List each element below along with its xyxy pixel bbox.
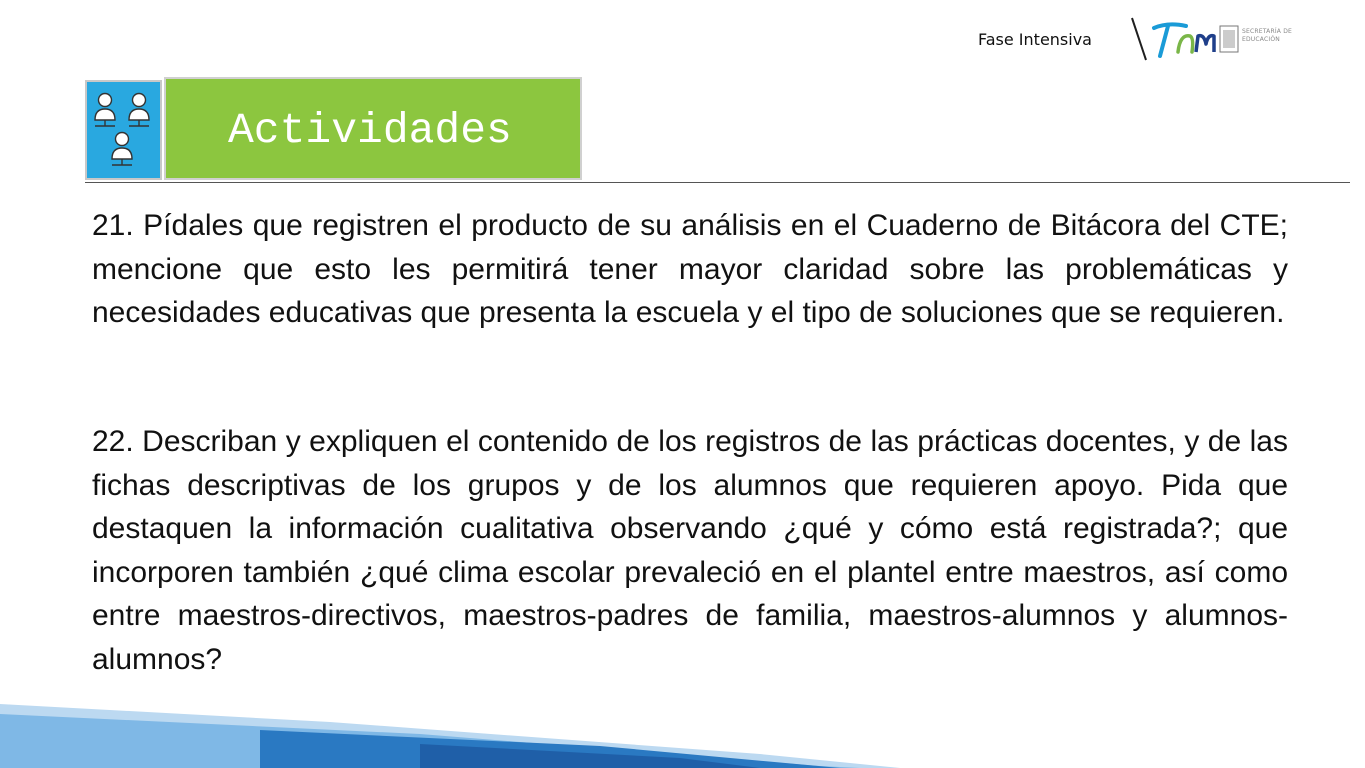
- header-divider: [85, 182, 1350, 183]
- tam-logo: [1128, 14, 1318, 66]
- activity-22-paragraph: 22. Describan y expliquen el contenido de los registros de las prácticas docentes, y de las fichas descriptivas de los grupos y de los alumnos que requieren apoyo. Pida que destaquen la información cualitativa observando ¿qué y cómo está registrada?; que incorporen también ¿qué clima escolar prevaleció en el plantel entre maestros, así como entre maestros-directivos, maestros-padres de familia, maestros-alumnos y alumnos-alumnos?: [92, 425, 1288, 676]
- people-group-icon: [85, 80, 162, 180]
- header-label: Fase Intensiva: [978, 30, 1092, 49]
- activity-21-paragraph: 21. Pídales que registren el producto de su análisis en el Cuaderno de Bitácora del CTE; mencione que esto les permitirá tener mayor claridad sobre las problemáticas y necesidades educativas que presenta la escuela y el tipo de soluciones que se requieren.: [92, 209, 1288, 329]
- bottom-decorative-stripes: [0, 700, 1365, 768]
- section-title: Actividades: [228, 106, 512, 155]
- logo-small-text: SECRETARÍA DE EDUCACIÓN: [1242, 28, 1293, 43]
